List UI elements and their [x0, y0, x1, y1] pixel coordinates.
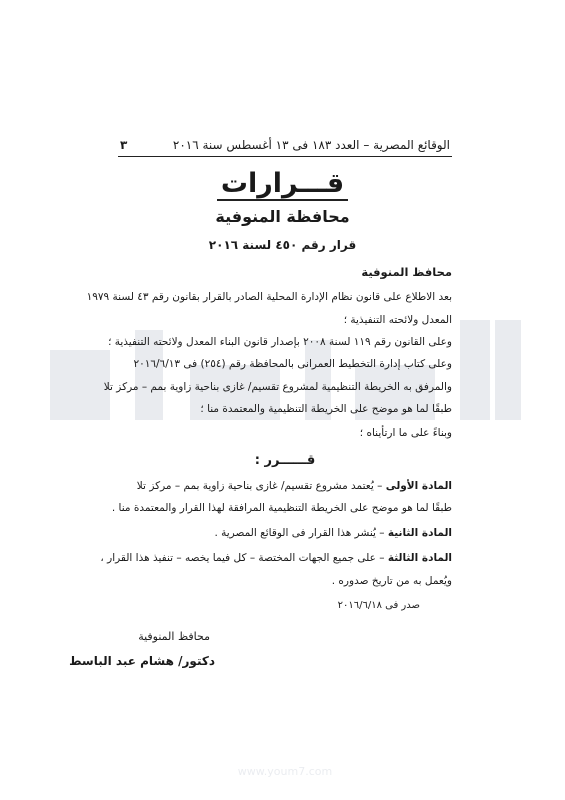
article-label: المادة الثالثة: [387, 552, 452, 564]
article-label: المادة الثانية: [387, 527, 452, 539]
article-1-continuation: طبقًا لما هو موضح على الخريطة التنظيمية المرافقة لهذا القرار والمعتمدة منا .: [111, 502, 452, 514]
decision-heading: قــــــرر :: [254, 453, 316, 468]
preamble-line: وبناءً على ما ارتأيناه ؛: [359, 427, 452, 439]
watermark-logo: [40, 310, 530, 440]
article-3: [100, 550, 452, 566]
preamble-line: وعلى القانون رقم ١١٩ لسنة ٢٠٠٨ بإصدار قانون البناء المعدل ولائحته التنفيذية ؛: [108, 336, 452, 348]
article-label: المادة الأولى: [385, 480, 452, 492]
footer-watermark: www.youm7.com: [237, 765, 333, 778]
section-title: قـــرارات: [0, 168, 565, 199]
signature-name: دكتور/ هشام عبد الباسط: [69, 654, 215, 668]
preamble-line: وعلى كتاب إدارة التخطيط العمرانى بالمحافظة رقم (٢٥٤) فى ٢٠١٦/٦/١٣: [133, 358, 452, 370]
article-2: [118, 525, 452, 541]
governorate-title: محافظة المنوفية: [215, 207, 350, 226]
signature-title: محافظ المنوفية: [138, 630, 210, 643]
issuer-line: محافظ المنوفية: [361, 265, 452, 279]
page-number: ٣: [120, 138, 128, 152]
article-text: – يُعتمد مشروع تقسيم/ غازى بناحية زاوية بمم – مركز تلا: [136, 480, 386, 492]
page-header: [120, 136, 450, 154]
publication-title: الوقائع المصرية – العدد ١٨٣ فى ١٣ أغسطس سنة ٢٠١٦: [172, 138, 450, 152]
article-text: – يُنشر هذا القرار فى الوقائع المصرية .: [214, 527, 388, 539]
preamble-line: طبقًا لما هو موضح على الخريطة التنظيمية والمعتمدة منا ؛: [200, 403, 452, 415]
header-divider: [118, 156, 452, 157]
preamble-line: بعد الاطلاع على قانون نظام الإدارة المحلية الصادر بالقرار بقانون رقم ٤٣ لسنة ١٩٧٩: [86, 291, 452, 303]
article-text: – على جميع الجهات المختصة – كل فيما يخصه – تنفيذ هذا القرار ،: [100, 552, 388, 564]
preamble-line: المعدل ولائحته التنفيذية ؛: [343, 314, 452, 326]
article-3-continuation: ويُعمل به من تاريخ صدوره .: [331, 575, 452, 587]
issue-date: صدر فى ٢٠١٦/٦/١٨: [337, 600, 420, 611]
preamble-line: والمرفق به الخريطة التنظيمية لمشروع تقسيم/ غازى بناحية زاوية بمم – مركز تلا: [103, 381, 452, 393]
decree-number: قرار رقم ٤٥٠ لسنة ٢٠١٦: [208, 238, 357, 252]
article-1: [118, 478, 452, 494]
